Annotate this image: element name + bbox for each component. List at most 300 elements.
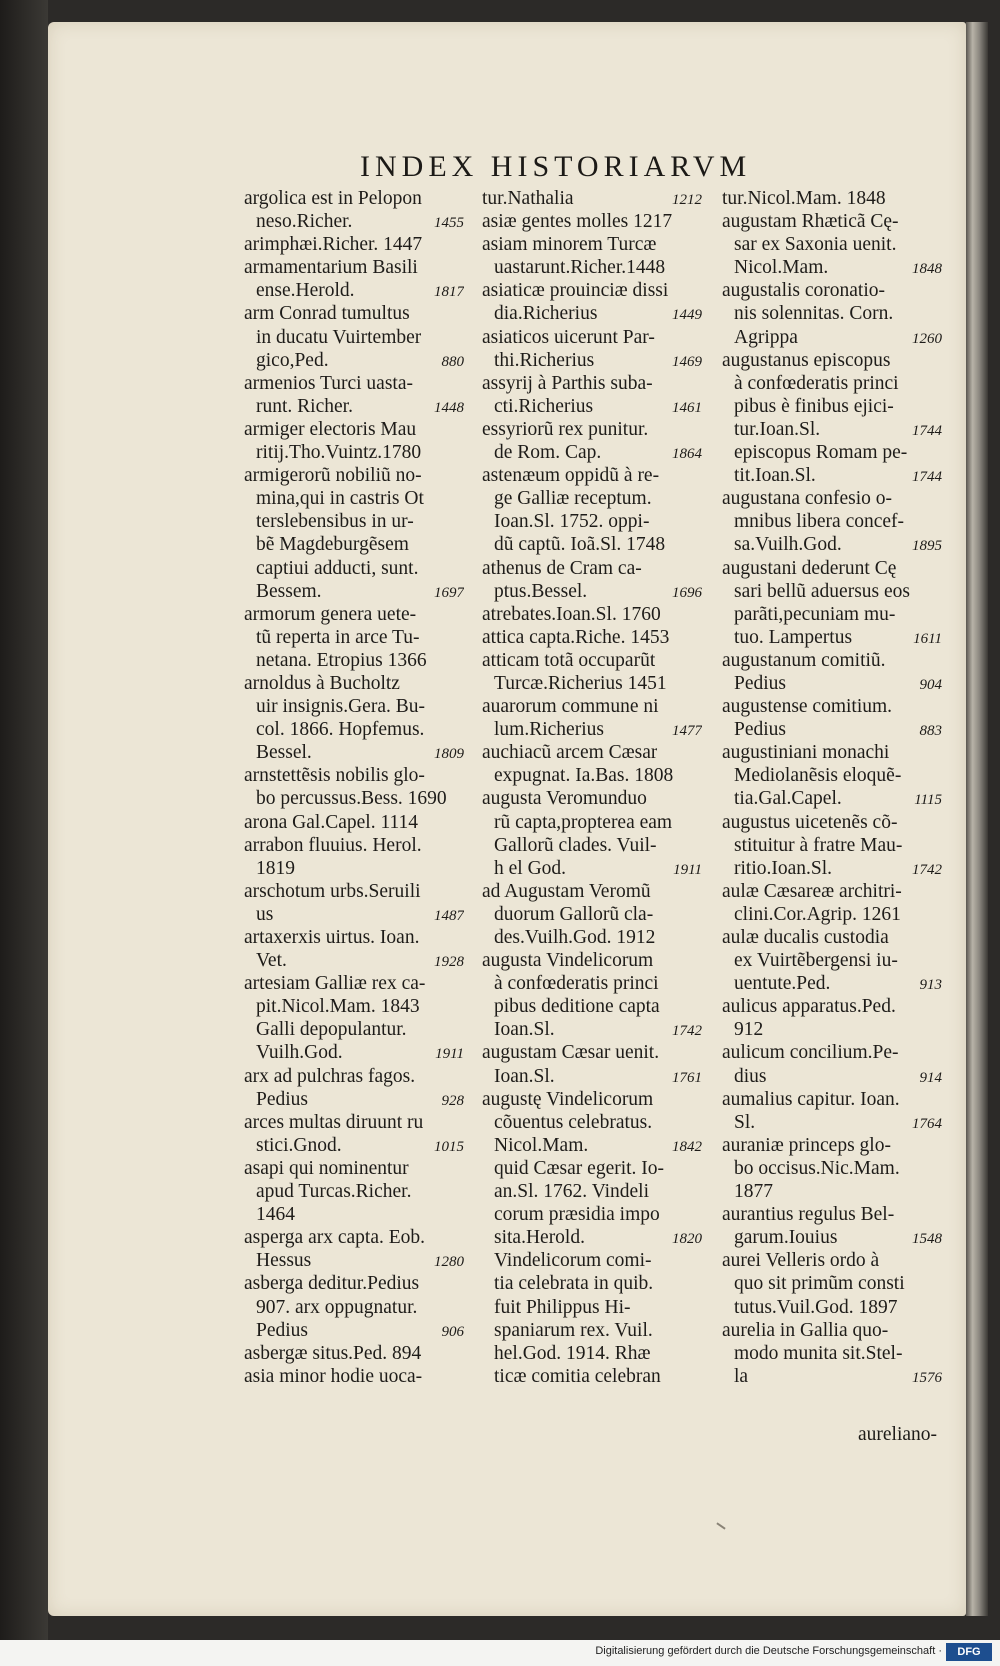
- index-entry-line: [722, 441, 942, 464]
- entry-text: terslebensibus in ur-: [256, 511, 414, 533]
- footer-bar: [0, 1640, 1000, 1666]
- index-entry-line: [722, 487, 942, 510]
- index-entry-line: [482, 533, 702, 556]
- entry-text: Nicol.Mam.: [494, 1134, 589, 1156]
- entry-page-number: 1864: [672, 446, 702, 463]
- dfg-logo-icon: DFG: [946, 1643, 992, 1661]
- index-entry-line: [244, 441, 464, 464]
- index-entry-line: [244, 972, 464, 995]
- entry-text: assyrij à Parthis suba-: [482, 372, 653, 394]
- entry-text: tuo. Lampertus: [734, 626, 853, 648]
- index-entry-line: [722, 1203, 942, 1226]
- entry-page-number: 1115: [914, 792, 942, 809]
- entry-text: Agrippa: [734, 326, 798, 348]
- index-column-1: [244, 187, 464, 1388]
- index-entry-line: [482, 1180, 702, 1203]
- index-entry-line: [722, 949, 942, 972]
- entry-text: tur.Nicol.Mam. 1848: [722, 188, 886, 209]
- entry-text: sari bellũ aduersus eos: [734, 580, 910, 602]
- index-entry-line: [244, 487, 464, 510]
- index-entry-line: [482, 1111, 702, 1134]
- index-entry-line: [482, 510, 702, 533]
- index-entry-line: [482, 695, 702, 718]
- entry-page-number: 1576: [912, 1369, 942, 1386]
- entry-text: augustę Vindelicorum: [482, 1088, 654, 1110]
- index-entry-line: [482, 302, 702, 325]
- index-entry-line: [244, 1203, 464, 1226]
- entry-text: arnstettẽsis nobilis glo-: [244, 765, 425, 787]
- entry-page-number: 1764: [912, 1115, 942, 1132]
- entry-text: Ioan.Sl. 1752. oppi-: [494, 511, 650, 533]
- entry-text: 907. arx oppugnatur.: [256, 1296, 418, 1318]
- entry-text: ex Vuirtẽbergensi iu-: [734, 950, 898, 972]
- index-entry-line: [482, 1157, 702, 1180]
- entry-text: aulicum concilium.Pe-: [722, 1042, 899, 1064]
- entry-text: arx ad pulchras fagos.: [244, 1065, 416, 1087]
- index-entry-line: [244, 395, 464, 418]
- index-entry-line: [244, 995, 464, 1018]
- entry-text: garum.Iouius: [734, 1227, 838, 1249]
- index-entry-line: [722, 233, 942, 256]
- entry-text: ense.Herold.: [256, 280, 355, 302]
- entry-text: ge Galliæ receptum.: [494, 488, 652, 510]
- entry-text: mnibus libera concef-: [734, 511, 905, 533]
- index-entry-line: [722, 741, 942, 764]
- entry-text: augustanum comitiũ.: [722, 649, 886, 671]
- index-column-3: [722, 187, 942, 1388]
- index-entry-line: [244, 603, 464, 626]
- index-entry-line: [722, 903, 942, 926]
- entry-text: artaxerxis uirtus. Ioan.: [244, 927, 420, 948]
- entry-text: la: [734, 1365, 749, 1387]
- index-entry-line: [482, 672, 702, 695]
- index-entry-line: [722, 1249, 942, 1272]
- index-entry-line: [722, 811, 942, 834]
- index-entry-line: [482, 1272, 702, 1295]
- running-header: INDEX HISTORIARVM: [360, 150, 752, 183]
- entry-text: ritio.Ioan.Sl.: [734, 857, 833, 879]
- entry-text: 1464: [256, 1204, 295, 1226]
- entry-text: arona Gal.Capel. 1114: [244, 811, 418, 833]
- index-entry-line: [722, 1111, 942, 1134]
- index-entry-line: [244, 326, 464, 349]
- index-entry-line: [482, 1342, 702, 1365]
- entry-text: essyriorũ rex punitur.: [482, 418, 649, 440]
- index-entry-line: [244, 580, 464, 603]
- index-entry-line: [722, 1272, 942, 1295]
- index-entry-line: [244, 1180, 464, 1203]
- index-entry-line: [722, 1180, 942, 1203]
- entry-text: 912: [734, 1019, 764, 1041]
- index-entry-line: [482, 1018, 702, 1041]
- entry-text: apud Turcas.Richer.: [256, 1181, 412, 1203]
- entry-text: augustana confesio o-: [722, 488, 893, 510]
- index-entry-line: [722, 418, 942, 441]
- entry-text: aurelia in Gallia quo-: [722, 1319, 889, 1341]
- entry-text: armorum genera uete-: [244, 603, 417, 625]
- entry-text: asiaticos uicerunt Par-: [482, 326, 655, 348]
- index-entry-line: [482, 395, 702, 418]
- entry-text: captiui adducti, sunt.: [256, 557, 419, 579]
- index-entry-line: [482, 1041, 702, 1064]
- book-gutter-shadow: [0, 0, 48, 1666]
- entry-text: 1819: [256, 857, 295, 879]
- index-entry-line: [244, 302, 464, 325]
- entry-page-number: 1696: [672, 584, 702, 601]
- index-entry-line: [482, 210, 702, 233]
- entry-page-number: 906: [441, 1323, 464, 1340]
- index-entry-line: [482, 1203, 702, 1226]
- index-column-2: [482, 187, 702, 1388]
- index-entry-line: [244, 903, 464, 926]
- index-entry-line: [722, 1365, 942, 1388]
- index-entry-line: [722, 302, 942, 325]
- entry-text: modo munita sit.Stel-: [734, 1342, 903, 1364]
- entry-text: Nicol.Mam.: [734, 257, 829, 279]
- index-entry-line: [482, 880, 702, 903]
- entry-page-number: 928: [441, 1092, 464, 1109]
- index-entry-line: [244, 626, 464, 649]
- index-entry-line: [722, 672, 942, 695]
- index-entry-line: [244, 1226, 464, 1249]
- entry-text: sita.Herold.: [494, 1227, 585, 1249]
- index-entry-line: [244, 1065, 464, 1088]
- entry-text: asperga arx capta. Eob.: [244, 1227, 426, 1249]
- entry-text: aulicus apparatus.Ped.: [722, 996, 896, 1018]
- entry-page-number: 1742: [672, 1023, 702, 1040]
- entry-page-number: 1817: [434, 284, 464, 301]
- entry-text: arimphæi.Richer. 1447: [244, 234, 423, 256]
- index-entry-line: [722, 580, 942, 603]
- entry-page-number: 1487: [434, 907, 464, 924]
- entry-page-number: 1469: [672, 353, 702, 370]
- entry-text: augusta Vindelicorum: [482, 950, 654, 972]
- index-entry-line: [482, 718, 702, 741]
- entry-text: augustam Cæsar uenit.: [482, 1042, 660, 1064]
- index-entry-line: [244, 510, 464, 533]
- entry-text: neso.Richer.: [256, 211, 353, 233]
- index-entry-line: [244, 1134, 464, 1157]
- entry-page-number: 1280: [434, 1254, 464, 1271]
- entry-text: clini.Cor.Agrip. 1261: [734, 903, 901, 925]
- entry-text: asberga deditur.Pedius: [244, 1273, 420, 1295]
- entry-text: arces multas diruunt ru: [244, 1111, 424, 1133]
- index-entry-line: [482, 349, 702, 372]
- entry-text: dia.Richerius: [494, 303, 598, 325]
- index-entry-line: [482, 1296, 702, 1319]
- index-entry-line: [722, 857, 942, 880]
- entry-text: atticam totã occuparũt: [482, 649, 656, 671]
- entry-text: stituitur à fratre Mau-: [734, 834, 903, 856]
- entry-text: stici.Gnod.: [256, 1134, 342, 1156]
- entry-text: ritij.Tho.Vuintz.1780: [256, 442, 422, 464]
- entry-text: Pedius: [256, 1088, 309, 1110]
- entry-text: astenæum oppidũ à re-: [482, 465, 660, 487]
- index-entry-line: [482, 603, 702, 626]
- entry-text: Pedius: [734, 672, 787, 694]
- index-entry-line: [482, 1088, 702, 1111]
- index-entry-line: [722, 349, 942, 372]
- index-entry-line: [722, 1041, 942, 1064]
- index-entry-line: [244, 1157, 464, 1180]
- entry-text: atrebates.Ioan.Sl. 1760: [482, 603, 661, 625]
- index-entry-line: [482, 418, 702, 441]
- entry-text: pibus è finibus ejici-: [734, 395, 894, 417]
- entry-text: uentute.Ped.: [734, 973, 831, 995]
- index-entry-line: [722, 1226, 942, 1249]
- index-entry-line: [244, 1111, 464, 1134]
- index-entry-line: [244, 695, 464, 718]
- entry-text: augustani dederunt Cę: [722, 557, 897, 579]
- index-entry-line: [244, 949, 464, 972]
- entry-page-number: 1928: [434, 954, 464, 971]
- entry-text: argolica est in Pelopon: [244, 188, 422, 209]
- index-entry-line: [482, 256, 702, 279]
- index-entry-line: [482, 834, 702, 857]
- entry-page-number: 1477: [672, 723, 702, 740]
- entry-text: augustanus episcopus: [722, 349, 891, 371]
- entry-text: 1877: [734, 1181, 773, 1203]
- entry-page-number: 1842: [672, 1138, 702, 1155]
- entry-text: Turcæ.Richerius 1451: [494, 672, 667, 694]
- entry-text: bẽ Magdeburgẽsem: [256, 534, 409, 556]
- index-entry-line: [722, 626, 942, 649]
- index-entry-line: [482, 1249, 702, 1272]
- index-entry-line: [244, 210, 464, 233]
- entry-text: dius: [734, 1065, 767, 1087]
- entry-page-number: 1895: [912, 538, 942, 555]
- entry-text: lum.Richerius: [494, 719, 604, 741]
- entry-text: arschotum urbs.Seruili: [244, 880, 421, 902]
- entry-text: aumalius capitur. Ioan.: [722, 1088, 900, 1110]
- entry-text: col. 1866. Hopfemus.: [256, 719, 425, 741]
- index-entry-line: [722, 880, 942, 903]
- entry-text: Mediolanẽsis eloquẽ-: [734, 765, 902, 787]
- index-entry-line: [244, 649, 464, 672]
- entry-text: aulæ Cæsareæ architri-: [722, 880, 902, 902]
- index-entry-line: [244, 811, 464, 834]
- entry-text: ticæ comitia celebran: [494, 1365, 661, 1387]
- entry-text: attica capta.Riche. 1453: [482, 626, 670, 648]
- index-entry-line: [722, 787, 942, 810]
- index-entry-line: [244, 1296, 464, 1319]
- entry-text: asbergæ situs.Ped. 894: [244, 1342, 422, 1364]
- index-entry-line: [482, 372, 702, 395]
- entry-text: fuit Philippus Hi-: [494, 1296, 631, 1318]
- index-entry-line: [722, 603, 942, 626]
- index-entry-line: [722, 187, 942, 210]
- index-entry-line: [244, 1365, 464, 1388]
- index-entry-line: [482, 649, 702, 672]
- index-entry-line: [722, 372, 942, 395]
- index-entry-line: [722, 1157, 942, 1180]
- entry-text: pit.Nicol.Mam. 1843: [256, 996, 420, 1018]
- index-entry-line: [482, 279, 702, 302]
- index-entry-line: [482, 580, 702, 603]
- entry-page-number: 914: [919, 1069, 942, 1086]
- index-entry-line: [244, 764, 464, 787]
- entry-text: corum præsidia impo: [494, 1204, 660, 1226]
- index-entry-line: [244, 741, 464, 764]
- index-entry-line: [722, 326, 942, 349]
- entry-text: Pedius: [256, 1319, 309, 1341]
- entry-page-number: 1911: [435, 1046, 464, 1063]
- index-entry-line: [482, 464, 702, 487]
- entry-text: bo percussus.Bess. 1690: [256, 788, 447, 810]
- index-entry-line: [482, 1319, 702, 1342]
- index-entry-line: [722, 995, 942, 1018]
- index-entry-line: [722, 1342, 942, 1365]
- index-entry-line: [244, 1272, 464, 1295]
- index-entry-line: [722, 764, 942, 787]
- index-entry-line: [722, 210, 942, 233]
- index-entry-line: [244, 1319, 464, 1342]
- entry-page-number: 1820: [672, 1231, 702, 1248]
- entry-page-number: 1611: [913, 630, 942, 647]
- entry-text: thi.Richerius: [494, 349, 595, 371]
- index-entry-line: [722, 1296, 942, 1319]
- index-entry-line: [244, 187, 464, 210]
- entry-text: armigerorũ nobiliũ no-: [244, 465, 422, 487]
- index-entry-line: [722, 718, 942, 741]
- entry-text: Pedius: [734, 719, 787, 741]
- entry-text: duorum Gallorũ cla-: [494, 903, 654, 925]
- entry-page-number: 1448: [434, 399, 464, 416]
- entry-text: armamentarium Basili: [244, 257, 418, 279]
- index-entry-line: [244, 834, 464, 857]
- entry-text: tia.Gal.Capel.: [734, 788, 842, 810]
- index-entry-line: [244, 418, 464, 441]
- index-entry-line: [244, 372, 464, 395]
- entry-text: Ioan.Sl.: [494, 1019, 555, 1041]
- index-entry-line: [722, 557, 942, 580]
- entry-text: rũ capta,propterea eam: [494, 811, 673, 833]
- entry-text: à confœderatis princi: [734, 372, 899, 394]
- entry-text: in ducatu Vuirtember: [256, 326, 422, 348]
- entry-text: ptus.Bessel.: [494, 580, 588, 602]
- entry-page-number: 913: [919, 977, 942, 994]
- entry-text: augustam Rhæticã Cę-: [722, 211, 899, 233]
- entry-text: parãti,pecuniam mu-: [734, 603, 896, 625]
- index-entry-line: [482, 557, 702, 580]
- index-entry-line: [244, 1342, 464, 1365]
- entry-text: us: [256, 903, 274, 925]
- index-entry-line: [244, 672, 464, 695]
- index-entry-line: [722, 695, 942, 718]
- index-entry-line: [722, 1065, 942, 1088]
- entry-text: cõuentus celebratus.: [494, 1111, 653, 1133]
- entry-text: aulæ ducalis custodia: [722, 927, 889, 948]
- entry-text: Vindelicorum comi-: [494, 1250, 652, 1272]
- index-entry-line: [722, 972, 942, 995]
- entry-text: asiaticæ prouinciæ dissi: [482, 280, 669, 302]
- entry-text: arnoldus à Bucholtz: [244, 672, 400, 694]
- index-entry-line: [722, 256, 942, 279]
- entry-text: mina,qui in castris Ot: [256, 488, 424, 510]
- entry-text: expugnat. Ia.Bas. 1808: [494, 765, 674, 787]
- entry-text: runt. Richer.: [256, 395, 353, 417]
- entry-text: dũ captũ. Ioã.Sl. 1748: [494, 534, 666, 556]
- index-entry-line: [722, 834, 942, 857]
- entry-text: quid Cæsar egerit. Io-: [494, 1157, 665, 1179]
- entry-page-number: 1809: [434, 746, 464, 763]
- entry-text: auarorum commune ni: [482, 696, 659, 718]
- entry-text: cti.Richerius: [494, 395, 594, 417]
- entry-text: uastarunt.Richer.1448: [494, 257, 666, 279]
- index-entry-line: [244, 718, 464, 741]
- index-entry-line: [482, 1134, 702, 1157]
- entry-page-number: 1742: [912, 861, 942, 878]
- catchword: aureliano-: [858, 1424, 938, 1445]
- index-entry-line: [482, 741, 702, 764]
- entry-text: tit.Ioan.Sl.: [734, 465, 816, 487]
- index-entry-line: [482, 626, 702, 649]
- entry-text: des.Vuilh.God. 1912: [494, 927, 656, 948]
- entry-page-number: 1461: [672, 399, 702, 416]
- entry-page-number: 1744: [912, 422, 942, 439]
- entry-text: armenios Turci uasta-: [244, 372, 413, 394]
- entry-text: armiger electoris Mau: [244, 418, 417, 440]
- entry-text: Galli depopulantur.: [256, 1019, 407, 1041]
- index-entry-line: [482, 1065, 702, 1088]
- index-entry-line: [244, 256, 464, 279]
- entry-page-number: 1015: [434, 1138, 464, 1155]
- index-entry-line: [482, 1365, 702, 1388]
- index-entry-line: [722, 1088, 942, 1111]
- entry-text: aurei Velleris ordo à: [722, 1250, 880, 1272]
- index-entry-line: [482, 326, 702, 349]
- entry-text: artesiam Galliæ rex ca-: [244, 973, 426, 995]
- entry-text: tũ reperta in arce Tu-: [256, 626, 420, 648]
- index-entry-line: [482, 1226, 702, 1249]
- index-entry-line: [482, 972, 702, 995]
- index-entry-line: [482, 995, 702, 1018]
- entry-text: Bessem.: [256, 580, 322, 602]
- entry-text: hel.God. 1914. Rhæ: [494, 1342, 651, 1364]
- entry-text: ad Augustam Veromũ: [482, 880, 651, 902]
- index-entry-line: [482, 787, 702, 810]
- index-entry-line: [244, 1088, 464, 1111]
- entry-text: Vuilh.God.: [256, 1042, 343, 1064]
- index-entry-line: [722, 1134, 942, 1157]
- entry-text: de Rom. Cap.: [494, 442, 602, 464]
- index-entry-line: [722, 279, 942, 302]
- entry-text: Hessus: [256, 1250, 312, 1272]
- index-entry-line: [244, 787, 464, 810]
- index-entry-line: [244, 233, 464, 256]
- entry-text: Gallorũ clades. Vuil-: [494, 834, 657, 856]
- index-entry-line: [482, 926, 702, 949]
- index-entry-line: [722, 395, 942, 418]
- index-entry-line: [244, 533, 464, 556]
- entry-text: aurantius regulus Bel-: [722, 1204, 895, 1226]
- entry-text: h el God.: [494, 857, 567, 879]
- entry-page-number: 1455: [434, 215, 464, 232]
- index-entry-line: [244, 557, 464, 580]
- entry-text: netana. Etropius 1366: [256, 649, 427, 671]
- entry-page-number: 1744: [912, 469, 942, 486]
- index-entry-line: [482, 487, 702, 510]
- entry-text: an.Sl. 1762. Vindeli: [494, 1181, 650, 1203]
- entry-text: Vet.: [256, 950, 287, 972]
- entry-text: asiam minorem Turcæ: [482, 234, 657, 256]
- index-entry-line: [722, 649, 942, 672]
- entry-page-number: 1911: [673, 861, 702, 878]
- entry-page-number: 883: [919, 723, 942, 740]
- index-entry-line: [722, 464, 942, 487]
- entry-page-number: 1848: [912, 261, 942, 278]
- entry-text: nis solennitas. Corn.: [734, 303, 894, 325]
